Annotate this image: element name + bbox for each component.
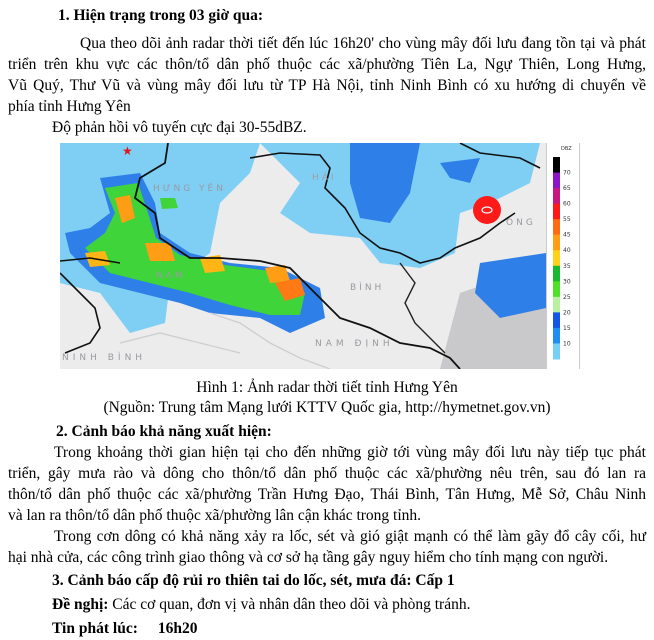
map-label: BÌNH	[350, 283, 385, 293]
colorbar-segment	[553, 312, 560, 328]
recommend-label: Đề nghị:	[52, 596, 109, 613]
section1-paragraph-line: Qua theo dõi ảnh radar thời tiết đến lúc 16h20' cho vùng mây đối lưu đang tồn tại và phát	[80, 35, 646, 52]
figure-caption: Hình 1: Ảnh radar thời tiết tỉnh Hưng Yên	[196, 379, 458, 396]
colorbar-segment	[553, 173, 560, 189]
colorbar-segment	[553, 204, 560, 220]
colorbar-segment	[553, 297, 560, 313]
issued-time-row	[52, 619, 197, 638]
reflectivity-text: Độ phản hồi vô tuyến cực đại 30-55dBZ.	[52, 119, 307, 136]
colorbar-tick-label: 55	[563, 216, 571, 224]
colorbar-segment	[553, 235, 560, 251]
section2-heading: 2. Cảnh báo khả năng xuất hiện:	[56, 423, 272, 440]
colorbar-tick-label: 60	[563, 200, 571, 208]
map-label: NAM	[156, 271, 186, 281]
colorbar-tick-label: 20	[563, 309, 571, 317]
map-label: NINH BÌNH	[62, 353, 147, 363]
colorbar-segment	[553, 328, 560, 344]
map-label: HƯNG YÊN	[153, 184, 226, 194]
recommendation	[52, 595, 470, 614]
section1-paragraph-line: triển trên khu vực các thôn/tổ dân phố thuộc các xã/phường Tiên La, Ngự Thiên, Long Hưng,	[8, 56, 646, 73]
map-label: ONG	[506, 218, 536, 228]
recommend-text: Các cơ quan, đơn vị và nhân dân theo dõi và phòng tránh.	[108, 596, 471, 613]
colorbar-segment	[553, 266, 560, 282]
colorbar-tick-label: 65	[563, 185, 571, 193]
colorbar-svg	[547, 143, 579, 369]
section2-paragraph-line: Trong khoảng thời gian hiện tại cho đến những giờ tới vùng mây đối lưu này tiếp tục phát	[54, 444, 646, 461]
colorbar-legend	[546, 143, 580, 369]
star-marker-icon: ★	[122, 144, 133, 158]
section1-heading: 1. Hiện trạng trong 03 giờ qua:	[58, 7, 264, 24]
echo-red-cell	[473, 196, 501, 224]
colorbar-tick-label: 45	[563, 231, 571, 239]
section2-paragraph-line: và lan ra thôn/tổ dân phố thuộc xã/phường lân cận khác trong tỉnh.	[8, 507, 422, 524]
issued-time: 16h20	[157, 620, 198, 637]
map-label: NAM ĐỊNH	[315, 339, 394, 349]
section2-paragraph-line: triển, gây mưa rào và dông cho thôn/tổ dân phố thuộc các xã/phường nêu trên, sau đó lan ra	[8, 465, 646, 482]
section2-paragraph-line: Trong cơn dông có khả năng xảy ra lốc, sét và gió giật mạnh có thể làm gãy đổ cây cối, hư	[54, 528, 646, 545]
colorbar-segment	[553, 219, 560, 235]
colorbar-segment	[553, 250, 560, 266]
colorbar-segment	[553, 343, 560, 359]
colorbar-segment	[553, 157, 560, 173]
colorbar-unit: DBZ	[561, 146, 572, 152]
colorbar-tick-label: 10	[563, 340, 571, 348]
colorbar-tick-label: 35	[563, 262, 571, 270]
colorbar-tick-label: 30	[563, 278, 571, 286]
colorbar-segment	[553, 188, 560, 204]
map-label: HẢI	[312, 173, 337, 183]
radar-map-svg	[60, 143, 546, 369]
section2-paragraph-line: hại nhà cửa, các công trình giao thông và cơ sở hạ tầng gây nguy hiểm cho tính mạng con người.	[8, 549, 609, 566]
colorbar-tick-label: 70	[563, 169, 571, 177]
radar-map	[60, 143, 546, 369]
colorbar-tick-label: 40	[563, 247, 571, 255]
colorbar-tick-label: 15	[563, 324, 571, 332]
section3-heading: 3. Cảnh báo cấp độ rủi ro thiên tai do lốc, sét, mưa đá: Cấp 1	[52, 572, 455, 589]
figure-source: (Nguồn: Trung tâm Mạng lưới KTTV Quốc gia, http://hymetnet.gov.vn)	[103, 399, 551, 416]
section1-paragraph-line: Vũ Quý, Thư Vũ và vùng mây đối lưu từ TP Hà Nội, tỉnh Ninh Bình có xu hướng di chuyển về	[8, 77, 646, 94]
section1-paragraph-line: phía tỉnh Hưng Yên	[8, 98, 131, 115]
section2-paragraph-line: thôn/tổ dân phố thuộc các xã/phường Trần Hưng Đạo, Thái Bình, Tân Hưng, Mễ Sở, Châu Ninh	[8, 486, 646, 503]
issued-label: Tin phát lúc:	[52, 620, 138, 637]
echo-green-small	[160, 198, 178, 209]
colorbar-tick-label: 25	[563, 293, 571, 301]
colorbar-segment	[553, 281, 560, 297]
